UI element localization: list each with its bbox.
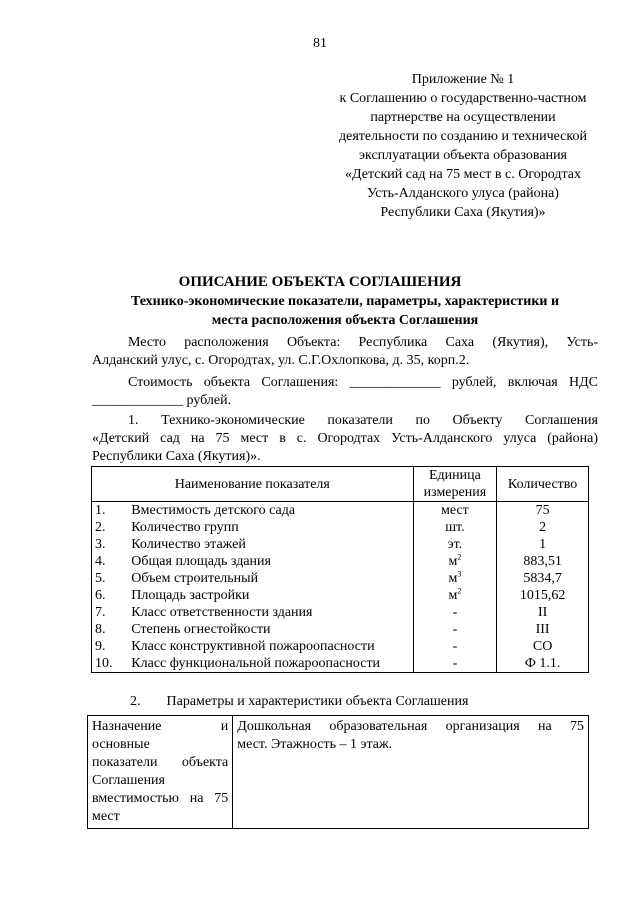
subtitle-line: Технико-экономические показатели, параметры, характеристики и [130, 294, 560, 309]
parameter-value-cell [233, 716, 589, 829]
row-quantity: 5834,7 [497, 570, 589, 587]
page-number: 81 [313, 36, 327, 51]
label-line: Соглашения [92, 773, 165, 788]
subtitle-line: места расположения объекта Соглашения [211, 313, 479, 328]
row-unit [413, 553, 497, 570]
document-subtitle [90, 292, 600, 330]
cost-line: _____________ рублей. [92, 393, 232, 408]
row-unit [413, 536, 497, 553]
row-name: Количество групп [128, 519, 413, 536]
unit-exponent: 2 [457, 552, 462, 562]
table-header-row [92, 467, 589, 502]
unit-exponent: 2 [457, 586, 462, 596]
appendix-line: Усть-Алданского улуса (района) [367, 186, 559, 201]
label-line: показатели объекта [92, 755, 229, 770]
row-unit [413, 587, 497, 604]
unit-text: эт. [447, 537, 463, 552]
unit-text: - [452, 656, 458, 671]
row-unit [413, 570, 497, 587]
unit-text: - [452, 622, 458, 637]
unit-text: - [452, 605, 458, 620]
row-quantity: 1015,62 [497, 587, 589, 604]
row-number: 7. [92, 604, 129, 621]
row-name: Площадь застройки [128, 587, 413, 604]
row-unit [413, 604, 497, 621]
row-name: Количество этажей [128, 536, 413, 553]
table-row [92, 587, 589, 604]
row-unit [413, 621, 497, 638]
row-quantity: 1 [497, 536, 589, 553]
appendix-block [318, 70, 608, 222]
row-unit [413, 638, 497, 655]
unit-text: - [452, 639, 458, 654]
row-unit [413, 502, 497, 520]
unit-text: м [448, 554, 458, 569]
section1-line: «Детский сад на 75 мест в с. Огородтах Усть-Алданского улуса (района) [92, 431, 598, 446]
parameters-table [87, 715, 589, 829]
row-number: 1. [92, 502, 129, 520]
table-row [92, 621, 589, 638]
row-name: Класс конструктивной пожароопасности [128, 638, 413, 655]
row-name: Класс функциональной пожароопасности [128, 655, 413, 673]
document-title: ОПИСАНИЕ ОБЪЕКТА СОГЛАШЕНИЯ [178, 274, 462, 290]
header-unit: Единица измерения [413, 467, 497, 502]
cost-line: Стоимость объекта Соглашения: _____________ рублей, включая НДС [128, 375, 598, 390]
cost-paragraph [92, 374, 598, 410]
section1-paragraph [92, 412, 598, 466]
unit-exponent: 3 [457, 569, 462, 579]
row-number: 5. [92, 570, 129, 587]
table-row [88, 716, 589, 829]
row-number: 9. [92, 638, 129, 655]
row-unit [413, 519, 497, 536]
row-number: 4. [92, 553, 129, 570]
section1-line: Республики Саха (Якутия)». [92, 449, 261, 464]
value-line: Дошкольная образовательная организация на 75 [237, 719, 584, 734]
table-row [92, 536, 589, 553]
label-line: вместимостью на 75 [92, 791, 229, 806]
table-row [92, 604, 589, 621]
section2-title: Параметры и характеристики объекта Соглашения [166, 694, 469, 709]
row-name: Вместимость детского сада [128, 502, 413, 520]
appendix-line: к Соглашению о государственно-частном [339, 91, 587, 106]
indicators-table [91, 466, 589, 673]
table-row [92, 655, 589, 673]
row-quantity: СО [497, 638, 589, 655]
header-quantity: Количество [497, 467, 589, 502]
value-line: мест. Этажность – 1 этаж. [237, 737, 393, 752]
table-row [92, 502, 589, 520]
parameter-label-cell [88, 716, 233, 829]
row-number: 3. [92, 536, 129, 553]
row-quantity: III [497, 621, 589, 638]
location-line: Место расположения Объекта: Республика Саха (Якутия), Усть- [128, 335, 598, 350]
row-number: 6. [92, 587, 129, 604]
location-paragraph [92, 334, 598, 370]
label-line: Назначение и [92, 719, 229, 734]
row-number: 2. [92, 519, 129, 536]
appendix-line: деятельности по созданию и технической [339, 129, 587, 144]
row-quantity: 75 [497, 502, 589, 520]
row-name: Степень огнестойкости [128, 621, 413, 638]
appendix-line: «Детский сад на 75 мест в с. Огородтах [345, 167, 581, 182]
appendix-line: эксплуатации объекта образования [359, 148, 567, 163]
row-quantity: 883,51 [497, 553, 589, 570]
unit-text: мест [441, 503, 469, 518]
row-number: 8. [92, 621, 129, 638]
section2-number: 2. [130, 694, 141, 709]
row-unit [413, 655, 497, 673]
section1-line: 1. Технико-экономические показатели по Объекту Соглашения [128, 413, 598, 428]
table-row [92, 570, 589, 587]
label-line: мест [92, 809, 120, 824]
row-quantity: 2 [497, 519, 589, 536]
unit-text: м [448, 588, 458, 603]
row-name: Общая площадь здания [128, 553, 413, 570]
unit-text: шт. [445, 520, 465, 535]
label-line: основные [92, 737, 150, 752]
location-line: Алданский улус, с. Огородтах, ул. С.Г.Охлопкова, д. 35, корп.2. [92, 353, 470, 368]
appendix-line: Республики Саха (Якутия)» [380, 205, 546, 220]
table-row [92, 553, 589, 570]
row-quantity: II [497, 604, 589, 621]
row-name: Объем строительный [128, 570, 413, 587]
table-row [92, 519, 589, 536]
table-row [92, 638, 589, 655]
row-number: 10. [92, 655, 129, 673]
section2-heading [130, 694, 468, 710]
unit-text: м [448, 571, 458, 586]
row-quantity: Ф 1.1. [497, 655, 589, 673]
appendix-line: партнерстве на осуществлении [370, 110, 556, 125]
header-indicator-name: Наименование показателя [92, 467, 414, 502]
row-name: Класс ответственности здания [128, 604, 413, 621]
appendix-line: Приложение № 1 [411, 72, 515, 87]
